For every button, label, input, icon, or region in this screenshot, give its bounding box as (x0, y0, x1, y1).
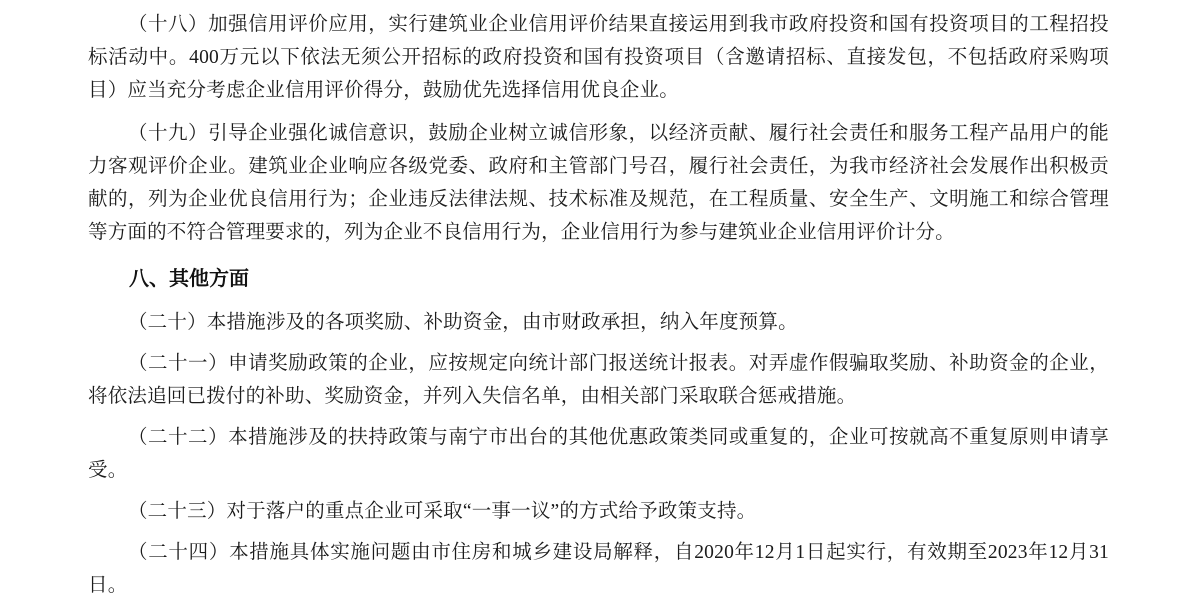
paragraph-clause-23: （二十三）对于落户的重点企业可采取“一事一议”的方式给予政策支持。 (127, 501, 757, 522)
paragraph-clause-18: （十八）加强信用评价应用，实行建筑业企业信用评价结果直接运用到我市政府投资和国有投资项目的工程招投标活动中。400万元以下依法无须公开招标的政府投资和国有投资项目（含邀请招标、直接发包，不包括政府采购项目）应当充分考虑企业信用评价得分，鼓励优先选择信用优良企业。 (88, 14, 1109, 101)
section-heading-other-aspects: 八、其他方面 (129, 268, 249, 290)
paragraph-clause-21: （二十一）申请奖励政策的企业，应按规定向统计部门报送统计报表。对弄虚作假骗取奖励、补助资金的企业，将依法追回已拨付的补助、奖励资金，并列入失信名单，由相关部门采取联合惩戒措施。 (88, 353, 1109, 407)
paragraph-clause-19: （十九）引导企业强化诚信意识，鼓励企业树立诚信形象，以经济贡献、履行社会责任和服务工程产品用户的能力客观评价企业。建筑业企业响应各级党委、政府和主管部门号召，履行社会责任，为我市经济社会发展作出积极贡献的，列为企业优良信用行为；企业违反法律法规、技术标准及规范，在工程质量、安全生产、文明施工和综合管理等方面的不符合管理要求的，列为企业不良信用行为，企业信用行为参与建筑业企业信用评价计分。 (88, 123, 1109, 243)
paragraph-clause-20: （二十）本措施涉及的各项奖励、补助资金，由市财政承担，纳入年度预算。 (127, 312, 798, 333)
paragraph-clause-24: （二十四）本措施具体实施问题由市住房和城乡建设局解释，自2020年12月1日起实行，有效期至2023年12月31日。 (88, 542, 1109, 596)
paragraph-clause-22: （二十二）本措施涉及的扶持政策与南宁市出台的其他优惠政策类同或重复的，企业可按就高不重复原则申请享受。 (88, 427, 1109, 481)
